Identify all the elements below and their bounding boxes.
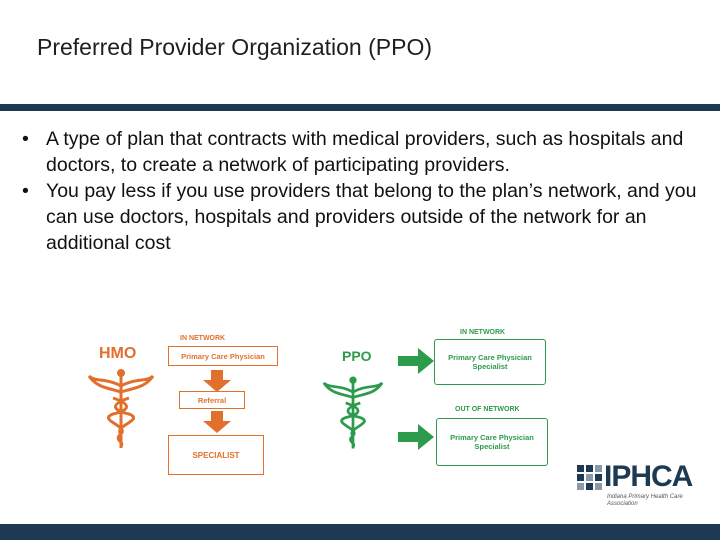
arrow-right-icon <box>398 348 434 374</box>
ppo-box-line: Specialist <box>474 442 510 451</box>
slide-title: Preferred Provider Organization (PPO) <box>37 34 432 60</box>
caduceus-icon <box>87 368 155 450</box>
bullet-item <box>22 126 702 178</box>
bullet-text: You pay less if you use providers that belong to the plan’s network, and you can use doctors, hospitals and providers outside of the network for an additional cost <box>46 180 697 254</box>
bullet-item <box>22 178 702 256</box>
logo-text: IPHCA <box>604 460 693 493</box>
hmo-ppo-diagram <box>82 318 570 478</box>
ppo-out-network-box <box>436 418 548 466</box>
arrow-down-icon <box>202 411 232 433</box>
iphca-logo-icon <box>577 465 603 493</box>
arrow-down-icon <box>202 370 232 392</box>
hmo-specialist-box: SPECIALIST <box>168 435 264 475</box>
hmo-primary-box: Primary Care Physician <box>168 346 278 366</box>
logo-subtitle <box>607 494 683 508</box>
hmo-referral-box: Referral <box>179 391 245 409</box>
bullet-list <box>22 126 702 256</box>
iphca-logo <box>577 460 707 513</box>
arrow-right-icon <box>398 424 434 450</box>
ppo-in-network-box <box>434 339 546 385</box>
logo-sub-line: Indiana Primary Health Care <box>607 494 683 500</box>
bullet-dot: • <box>22 180 29 202</box>
title-divider <box>0 104 720 111</box>
bullet-dot: • <box>22 128 29 150</box>
ppo-in-network-label: IN NETWORK <box>460 329 506 336</box>
hmo-in-network-label: IN NETWORK <box>180 335 226 342</box>
ppo-label: PPO <box>342 348 372 364</box>
bullet-text: A type of plan that contracts with medical providers, such as hospitals and doctors, to create a network of participating providers. <box>46 128 684 176</box>
ppo-box-line: Primary Care Physician <box>450 433 534 442</box>
caduceus-icon <box>322 370 384 456</box>
ppo-box-line: Specialist <box>472 362 508 371</box>
ppo-box-line: Primary Care Physician <box>448 353 532 362</box>
ppo-out-network-label: OUT OF NETWORK <box>455 406 520 413</box>
hmo-label: HMO <box>99 345 137 362</box>
footer-bar <box>0 524 720 540</box>
logo-sub-line: Association <box>607 501 638 507</box>
